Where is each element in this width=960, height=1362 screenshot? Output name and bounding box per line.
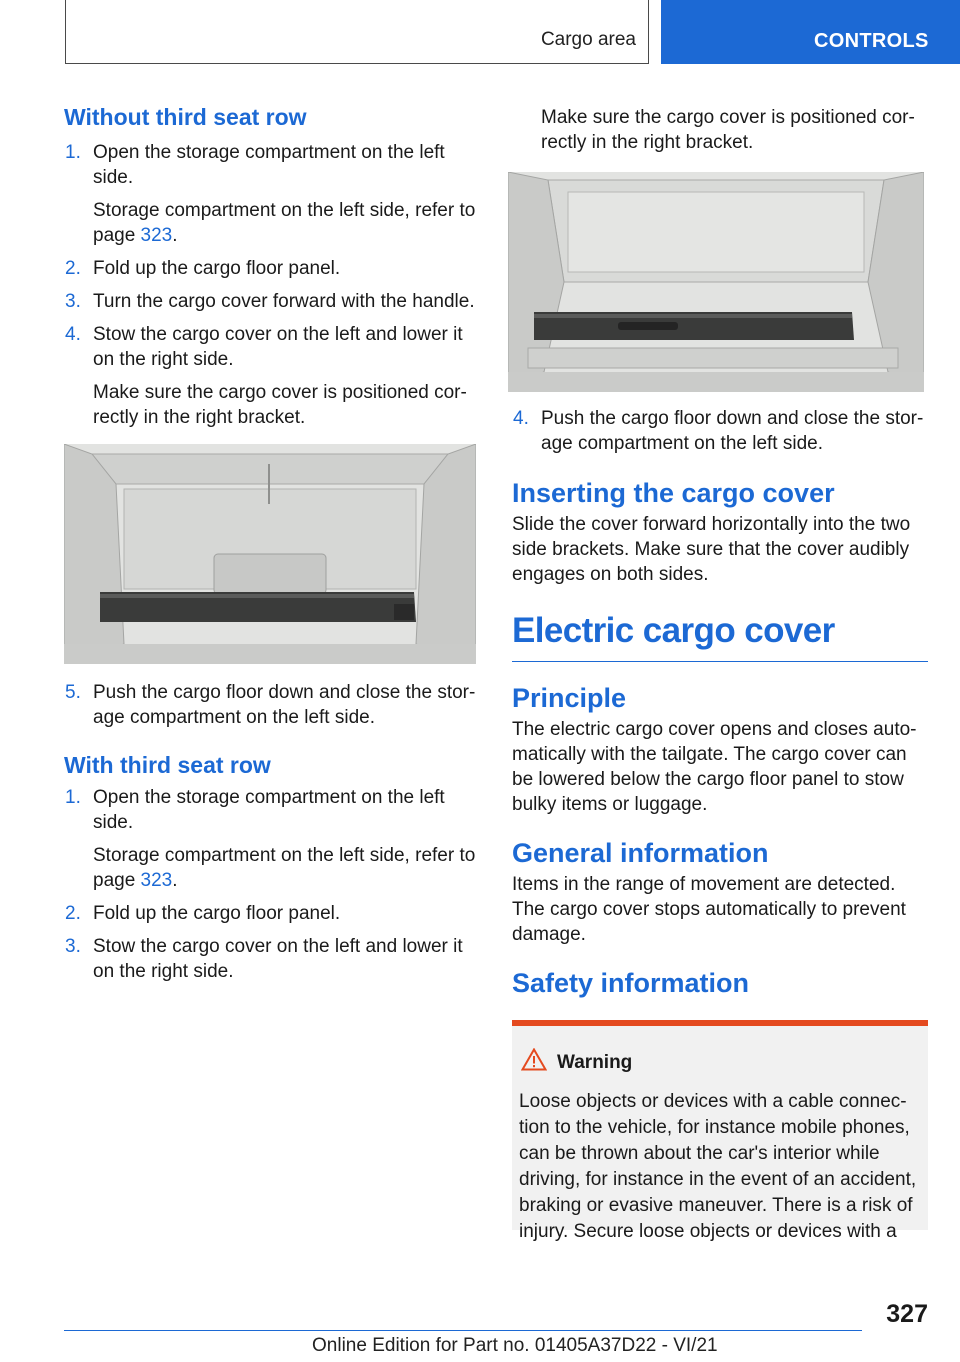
page-link[interactable]: 323 <box>140 225 173 246</box>
refer-note <box>64 843 476 893</box>
refer-suffix: . <box>172 870 178 891</box>
list-item <box>512 406 928 456</box>
page-link[interactable]: 323 <box>140 870 173 891</box>
warning-title-row <box>521 1048 920 1078</box>
list-item <box>64 901 476 926</box>
header-chapter-tab <box>661 0 960 64</box>
header-chapter-title: CONTROLS <box>814 30 929 52</box>
heading-general-information: General information <box>512 838 769 868</box>
step-text: Turn the cargo cover forward with the handle. <box>93 291 475 312</box>
list-item <box>64 322 476 372</box>
bracket-note: Make sure the cargo cover is positioned cor-rectly in the right bracket. <box>541 107 915 153</box>
list-item <box>64 680 476 730</box>
left-column <box>64 102 476 984</box>
step-number: 3. <box>65 291 81 312</box>
step-number: 2. <box>65 258 81 279</box>
step-text: Stow the cargo cover on the left and lower it on the right side. <box>93 324 463 370</box>
bracket-note: Make sure the cargo cover is positioned cor-rectly in the right bracket. <box>93 382 467 428</box>
footer-divider <box>64 1330 862 1331</box>
step-number: 1. <box>65 787 81 808</box>
list-item <box>64 256 476 281</box>
step-text: Open the storage compartment on the left side. <box>93 787 445 833</box>
refer-suffix: . <box>172 225 178 246</box>
page-number: 327 <box>886 1300 928 1328</box>
inserting-paragraph: Slide the cover forward horizontally into the two side brackets. Make sure that the cover audibly engages on both sides. <box>512 514 911 585</box>
footer-edition: Online Edition for Part no. 01405A37D22 - VI/21 <box>312 1335 718 1356</box>
heading-without-third-row: Without third seat row <box>64 104 307 130</box>
step-text: Fold up the cargo floor panel. <box>93 903 341 924</box>
step-text: Stow the cargo cover on the left and lower it on the right side. <box>93 936 463 982</box>
warning-triangle-icon <box>521 1048 547 1078</box>
step-number: 3. <box>65 936 81 957</box>
warning-text: Loose objects or devices with a cable connec-tion to the vehicle, for instance mobile phones, can be thrown about the car's interior while driving, for instance in the event of an accident, braking or evasive maneuver. There is a risk of injury. Secure loose objects or devices with a <box>519 1091 917 1242</box>
step-text: Fold up the cargo floor panel. <box>93 258 341 279</box>
step-number: 2. <box>65 903 81 924</box>
step-number: 1. <box>65 142 81 163</box>
list-item <box>64 289 476 314</box>
list-item <box>64 785 476 835</box>
step-text: Push the cargo floor down and close the stor-age compartment on the left side. <box>541 408 924 454</box>
warning-box <box>512 1020 928 1242</box>
warning-title: Warning <box>557 1052 633 1073</box>
list-item <box>64 140 476 190</box>
step-text: Push the cargo floor down and close the stor-age compartment on the left side. <box>93 682 476 728</box>
heading-safety-information: Safety information <box>512 968 750 998</box>
list-item <box>64 934 476 984</box>
right-column <box>512 102 928 1242</box>
cargo-cover-illustration-right <box>508 172 924 392</box>
refer-text: Storage compartment on the left side, refer to page <box>93 845 476 891</box>
refer-note <box>64 198 476 248</box>
step-text: Open the storage compartment on the left side. <box>93 142 445 188</box>
header-section-title: Cargo area <box>540 29 636 50</box>
heading-principle: Principle <box>512 683 627 713</box>
heading-inserting-cargo-cover: Inserting the cargo cover <box>512 478 835 508</box>
step-number: 4. <box>513 408 529 429</box>
heading-with-third-row: With third seat row <box>64 752 271 778</box>
heading-electric-cargo-cover: Electric cargo cover <box>512 609 928 662</box>
cargo-area-illustration <box>508 172 924 392</box>
step-number: 5. <box>65 682 81 703</box>
header-section-box <box>65 0 649 64</box>
principle-paragraph: The electric cargo cover opens and closes auto-matically with the tailgate. The cargo cover can be lowered below the cargo floor panel to stow bulky items or luggage. <box>512 719 917 815</box>
general-paragraph: Items in the range of movement are detected. The cargo cover stops automatically to prevent damage. <box>512 874 906 945</box>
cargo-area-illustration <box>64 444 476 664</box>
refer-text: Storage compartment on the left side, refer to page <box>93 200 476 246</box>
step-number: 4. <box>65 324 81 345</box>
cargo-cover-illustration-left <box>64 444 476 664</box>
